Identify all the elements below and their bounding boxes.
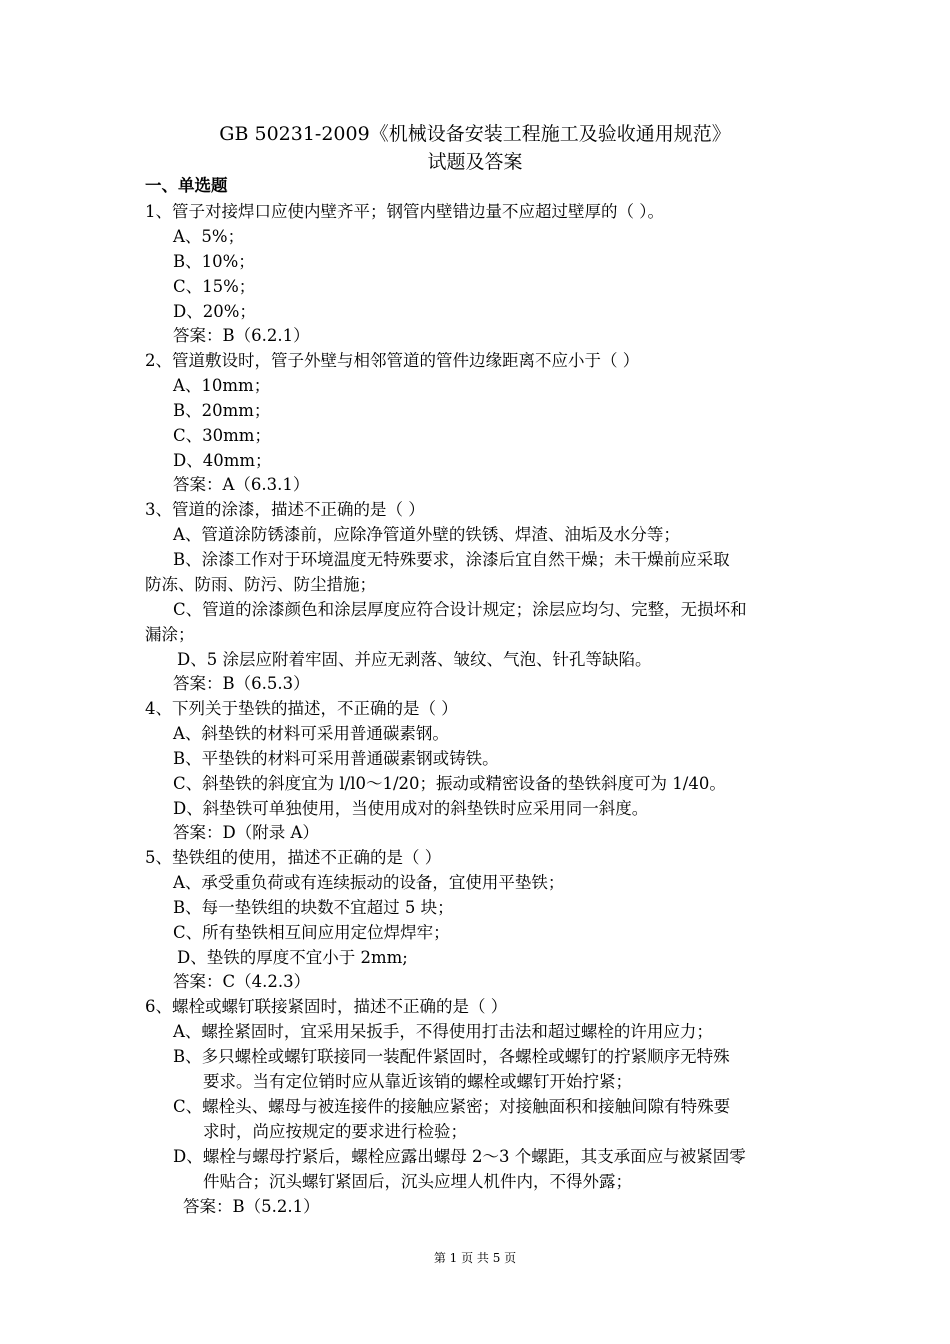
answer-option: A、斜垫铁的材料可采用普通碳素钢。 — [173, 724, 449, 743]
answer-key: 答案：B（5.2.1） — [183, 1197, 320, 1216]
answer-option: A、承受重负荷或有连续振动的设备，宜使用平垫铁； — [173, 873, 565, 892]
answer-option: C、15%； — [173, 277, 256, 296]
answer-option: D、5 涂层应附着牢固、并应无剥落、皱纹、气泡、针孔等缺陷。 — [177, 650, 652, 669]
answer-option: B、平垫铁的材料可采用普通碳素钢或铸铁。 — [173, 749, 499, 768]
answer-option: B、10%； — [173, 252, 255, 271]
answer-option: B、每一垫铁组的块数不宜超过 5 块； — [173, 898, 454, 917]
page-footer: 第 1 页 共 5 页 — [433, 1251, 517, 1265]
answer-option-continuation: 漏涂； — [145, 625, 195, 644]
answer-option-continuation: 求时，尚应按规定的要求进行检验； — [203, 1122, 467, 1141]
answer-option: C、斜垫铁的斜度宜为 l/l0～1/20；振动或精密设备的垫铁斜度可为 1/40。 — [173, 774, 726, 793]
answer-option: A、螺拴紧固时，宜采用呆扳手，不得使用打击法和超过螺栓的许用应力； — [173, 1022, 713, 1041]
answer-option: C、30mm； — [173, 426, 271, 445]
question-stem: 3、管道的涂漆，描述不正确的是（ ） — [145, 500, 425, 519]
answer-key: 答案：B（6.5.3） — [173, 674, 310, 693]
answer-key: 答案：A（6.3.1） — [173, 475, 310, 494]
answer-option: D、螺栓与螺母拧紧后，螺栓应露出螺母 2～3 个螺距，其支承面应与被紧固零 — [173, 1147, 746, 1166]
answer-key: 答案：D（附录 A） — [173, 823, 319, 842]
answer-option: A、管道涂防锈漆前，应除净管道外壁的铁锈、焊渣、油垢及水分等； — [173, 525, 680, 544]
answer-key: 答案：B（6.2.1） — [173, 326, 310, 345]
question-stem: 2、管道敷设时，管子外壁与相邻管道的管件边缘距离不应小于（ ） — [145, 351, 640, 370]
question-stem: 1、管子对接焊口应使内壁齐平；钢管内壁错边量不应超过壁厚的（ ）。 — [145, 202, 664, 221]
question-stem: 6、螺栓或螺钉联接紧固时，描述不正确的是（ ） — [145, 997, 508, 1016]
answer-option: D、垫铁的厚度不宜小于 2mm; — [177, 948, 408, 967]
answer-option: C、管道的涂漆颜色和涂层厚度应符合设计规定；涂层应均匀、完整，无损坏和 — [173, 600, 747, 619]
question-stem: 4、下列关于垫铁的描述，不正确的是（ ） — [145, 699, 458, 718]
section-heading: 一、单选题 — [145, 176, 228, 195]
answer-option-continuation: 要求。当有定位销时应从靠近该销的螺栓或螺钉开始拧紧； — [203, 1072, 632, 1091]
answer-option: D、斜垫铁可单独使用，当使用成对的斜垫铁时应采用同一斜度。 — [173, 799, 649, 818]
answer-option: A、10mm； — [173, 376, 271, 395]
answer-option: D、40mm； — [173, 451, 272, 470]
answer-option: B、20mm； — [173, 401, 271, 420]
answer-option: D、20%； — [173, 302, 256, 321]
answer-option: B、多只螺栓或螺钉联接同一装配件紧固时，各螺栓或螺钉的拧紧顺序无特殊 — [173, 1047, 730, 1066]
answer-option: A、5%； — [173, 227, 245, 246]
answer-option: C、所有垫铁相互间应用定位焊焊牢； — [173, 923, 450, 942]
answer-option: B、涂漆工作对于环境温度无特殊要求，涂漆后宜自然干燥；未干燥前应采取 — [173, 550, 730, 569]
document-title-line-1: GB 50231-2009《机械设备安装工程施工及验收通用规范》 — [219, 123, 731, 145]
question-stem: 5、垫铁组的使用，描述不正确的是（ ） — [145, 848, 442, 867]
answer-key: 答案：C（4.2.3） — [173, 972, 311, 991]
answer-option-continuation: 件贴合；沉头螺钉紧固后，沉头应埋人机件内，不得外露； — [203, 1172, 632, 1191]
answer-option-continuation: 防冻、防雨、防污、防尘措施； — [145, 575, 376, 594]
document-title-line-2: 试题及答案 — [427, 151, 523, 173]
answer-option: C、螺栓头、螺母与被连接件的接触应紧密；对接触面积和接触间隙有特殊要 — [173, 1097, 731, 1116]
